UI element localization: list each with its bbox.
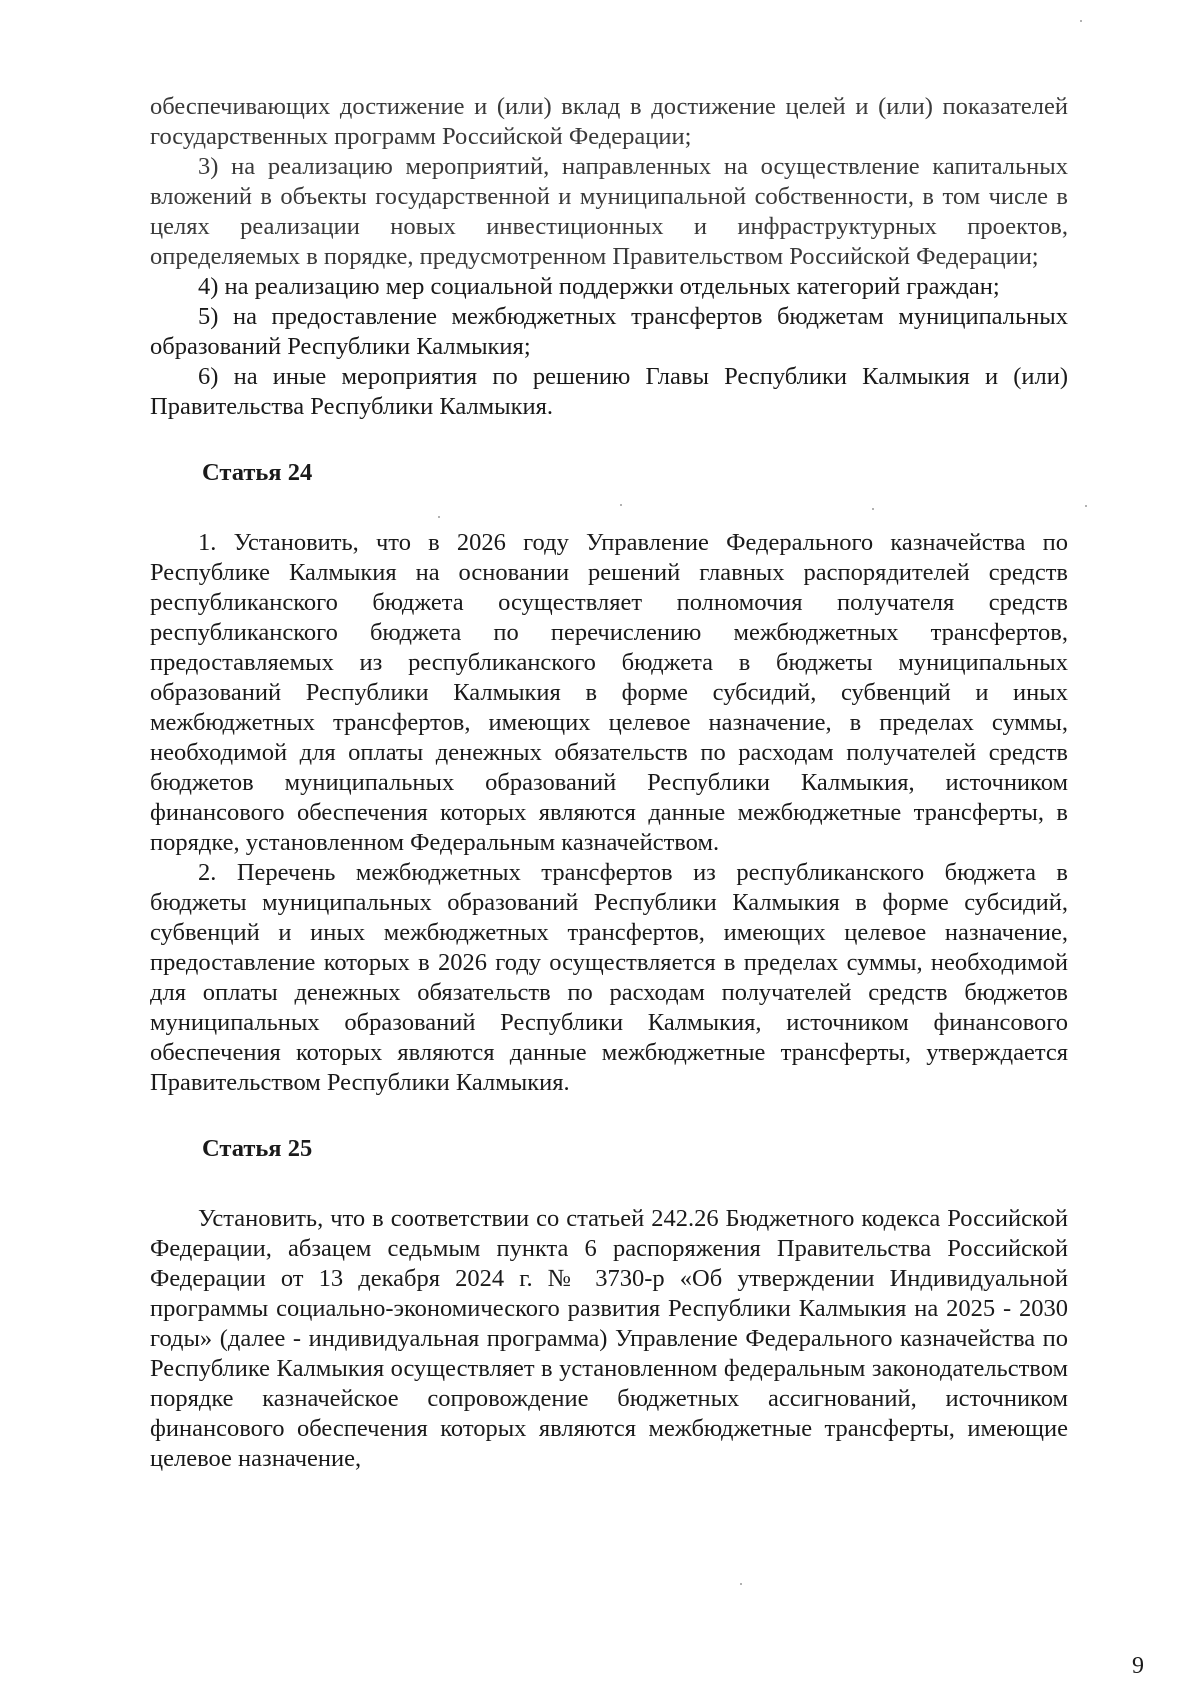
scan-speck [872, 508, 874, 510]
scan-speck [620, 504, 622, 506]
paragraph-item-4: 4) на реализацию мер социальной поддержки отдельных категорий граждан; [198, 273, 1000, 300]
article-24-heading: Статья 24 [202, 459, 313, 486]
article-25-paragraph-1: Установить, что в соответствии со статьей 242.26 Бюджетного кодекса Российской Федерации, абзацем седьмым пункта 6 распоряжения Правительства Российской Федерации от 13 декабря 2024 г. № 3730-р «Об утверждении Индивидуальной программы социально-экономического развития Республики Калмыкия на 2025 - 2030 годы» (далее - индивидуальная программа) Управление Федерального казначейства по Республике Калмыкия осуществляет в установленном федеральным законодательством порядке казначейское сопровождение бюджетных ассигнований, источником финансового обеспечения которых являются межбюджетные трансферты, имеющие целевое назначение, [150, 1205, 1068, 1472]
paragraph-continuation: обеспечивающих достижение и (или) вклад в достижение целей и (или) показателей государственных программ Российской Федерации; [150, 93, 1068, 150]
article-24-paragraph-2: 2. Перечень межбюджетных трансфертов из республиканского бюджета в бюджеты муниципальных образований Республики Калмыкия в форме субсидий, субвенций и иных межбюджетных трансфертов, имеющих целевое назначение, предоставление которых в 2026 году осуществляется в пределах суммы, необходимой для оплаты денежных обязательств по расходам получателей средств бюджетов муниципальных образований Республики Калмыкия, источником финансового обеспечения которых являются данные межбюджетные трансферты, утверждается Правительством Республики Калмыкия. [150, 859, 1068, 1096]
paragraph-item-3: 3) на реализацию мероприятий, направленных на осуществление капитальных вложений в объекты государственной и муниципальной собственности, в том числе в целях реализации новых инвестиционных и инфраструктурных проектов, определяемых в порядке, предусмотренном Правительством Российской Федерации; [150, 153, 1068, 270]
scan-speck [1085, 505, 1087, 507]
scan-speck [740, 1583, 742, 1585]
scan-speck [438, 516, 440, 518]
paragraph-item-5: 5) на предоставление межбюджетных трансфертов бюджетам муниципальных образований Республики Калмыкия; [150, 303, 1068, 360]
document-page [150, 92, 1068, 1474]
article-24-paragraph-1: 1. Установить, что в 2026 году Управление Федерального казначейства по Республике Калмыкия на основании решений главных распорядителей средств республиканского бюджета осуществляет полномочия получателя средств республиканского бюджета по перечислению межбюджетных трансфертов, предоставляемых из республиканского бюджета в бюджеты муниципальных образований Республики Калмыкия в форме субсидий, субвенций и иных межбюджетных трансфертов, имеющих целевое назначение, в пределах суммы, необходимой для оплаты денежных обязательств по расходам получателей средств бюджетов муниципальных образований Республики Калмыкия, источником финансового обеспечения которых являются данные межбюджетные трансферты, в порядке, установленном Федеральным казначейством. [150, 529, 1068, 856]
paragraph-item-6: 6) на иные мероприятия по решению Главы Республики Калмыкия и (или) Правительства Республики Калмыкия. [150, 363, 1068, 420]
article-25-heading: Статья 25 [202, 1135, 313, 1162]
scan-speck [1080, 20, 1082, 22]
page-number: 9 [1132, 1653, 1144, 1679]
